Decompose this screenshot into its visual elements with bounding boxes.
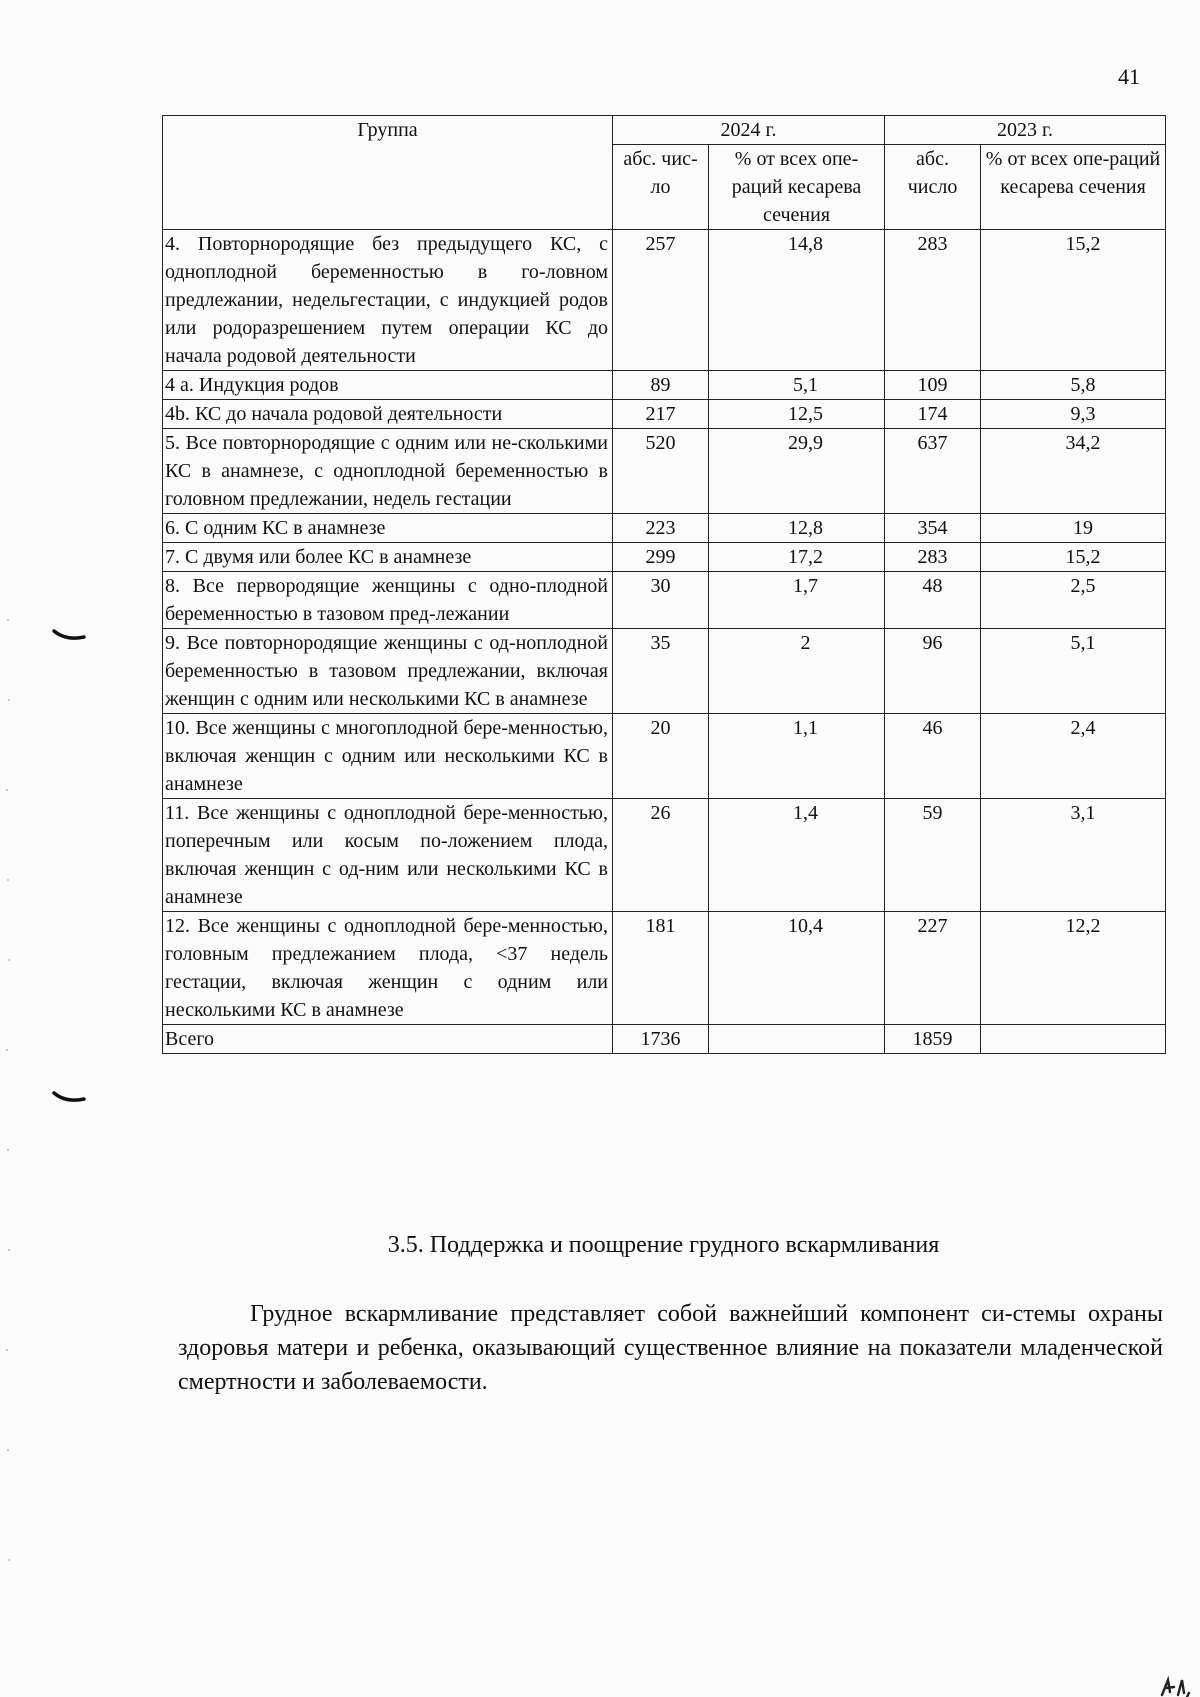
- cell-pct-2024: 12,5: [709, 400, 885, 429]
- cell-pct-2024: 10,4: [709, 912, 885, 1025]
- cell-group: 4b. КС до начала родовой деятельности: [163, 400, 613, 429]
- table-row: [163, 912, 1166, 1025]
- cell-abs-2023: 46: [885, 714, 981, 799]
- table-row: [163, 514, 1166, 543]
- header-abs-2024: абс. чис-ло: [613, 145, 709, 230]
- cell-pct-2023: 15,2: [981, 230, 1166, 371]
- cell-pct-2023: 5,1: [981, 629, 1166, 714]
- scan-hole-mark-upper: [52, 628, 86, 644]
- cell-abs-2023: 227: [885, 912, 981, 1025]
- cell-pct-2023: 12,2: [981, 912, 1166, 1025]
- cell-abs-2023: 174: [885, 400, 981, 429]
- cell-pct-2023: 19: [981, 514, 1166, 543]
- cell-abs-2023: 283: [885, 543, 981, 572]
- cell-pct-2024: 5,1: [709, 371, 885, 400]
- table-row: [163, 400, 1166, 429]
- cell-abs-2024: 30: [613, 572, 709, 629]
- cell-pct-2024: 12,8: [709, 514, 885, 543]
- page-number: 41: [1118, 64, 1140, 89]
- cell-group: 12. Все женщины с одноплодной бере-менностью, головным предлежанием плода, <37 недель гестации, включая женщин с одним или несколькими КС в анамнезе: [163, 912, 613, 1025]
- cell-group: 11. Все женщины с одноплодной бере-менностью, поперечным или косым по-ложением плода, включая женщин с од-ним или несколькими КС в анамнезе: [163, 799, 613, 912]
- table-row: [163, 230, 1166, 371]
- cell-pct-2024: 17,2: [709, 543, 885, 572]
- cell-pct-2024: 29,9: [709, 429, 885, 514]
- table-row: [163, 799, 1166, 912]
- cell-pct-2024: 2: [709, 629, 885, 714]
- cell-group: 5. Все повторнородящие с одним или не-сколькими КС в анамнезе, с одноплодной беременностью в головном предлежании, недель гестации: [163, 429, 613, 514]
- table-row: [163, 572, 1166, 629]
- cell-pct-2023: 5,8: [981, 371, 1166, 400]
- cell-abs-2024: 89: [613, 371, 709, 400]
- cell-group: Всего: [163, 1025, 613, 1054]
- cell-group: 9. Все повторнородящие женщины с од-ноплодной беременностью в тазовом предлежании, включая женщин с одним или несколькими КС в анамнезе: [163, 629, 613, 714]
- handwritten-corner-note: [1158, 1676, 1200, 1697]
- cell-pct-2024: 1,1: [709, 714, 885, 799]
- cell-abs-2024: 181: [613, 912, 709, 1025]
- cell-pct-2023: 34,2: [981, 429, 1166, 514]
- cell-group: 7. С двумя или более КС в анамнезе: [163, 543, 613, 572]
- cell-abs-2023: 637: [885, 429, 981, 514]
- cell-pct-2024: 1,4: [709, 799, 885, 912]
- cell-abs-2023: 109: [885, 371, 981, 400]
- cesarean-groups-table: [162, 115, 1166, 1054]
- cell-group: 4. Повторнородящие без предыдущего КС, с одноплодной беременностью в го-ловном предлежании, недельгестации, с индукцией родов или родоразрешением путем операции КС до начала родовой деятельности: [163, 230, 613, 371]
- cell-abs-2024: 217: [613, 400, 709, 429]
- header-pct-2023: % от всех опе-раций кесарева сечения: [981, 145, 1166, 230]
- cell-pct-2023: 15,2: [981, 543, 1166, 572]
- header-year-2023: 2023 г.: [885, 116, 1166, 145]
- cell-pct-2023: 2,5: [981, 572, 1166, 629]
- cell-pct-2023: 9,3: [981, 400, 1166, 429]
- cell-abs-2023: 1859: [885, 1025, 981, 1054]
- cell-abs-2024: 223: [613, 514, 709, 543]
- table-row: [163, 1025, 1166, 1054]
- cell-abs-2024: 520: [613, 429, 709, 514]
- margin-dots: [0, 0, 30, 1697]
- table-row: [163, 543, 1166, 572]
- cell-group: 6. С одним КС в анамнезе: [163, 514, 613, 543]
- section-heading: 3.5. Поддержка и поощрение грудного вскармливания: [387, 1232, 940, 1258]
- table-row: [163, 429, 1166, 514]
- cell-abs-2024: 1736: [613, 1025, 709, 1054]
- table-row: [163, 714, 1166, 799]
- cell-pct-2024: 1,7: [709, 572, 885, 629]
- header-abs-2023: абс. число: [885, 145, 981, 230]
- cell-abs-2024: 35: [613, 629, 709, 714]
- body-paragraph: Грудное вскармливание представляет собой важнейший компонент си-стемы охраны здоровья матери и ребенка, оказывающий существенное влияние на показатели младенческой смертности и заболеваемости.: [178, 1301, 1163, 1395]
- cell-abs-2023: 354: [885, 514, 981, 543]
- cell-pct-2024: 14,8: [709, 230, 885, 371]
- header-year-2024: 2024 г.: [613, 116, 885, 145]
- table-row: [163, 371, 1166, 400]
- cell-abs-2024: 26: [613, 799, 709, 912]
- cell-group: 4 а. Индукция родов: [163, 371, 613, 400]
- cell-abs-2024: 299: [613, 543, 709, 572]
- cell-pct-2023: 2,4: [981, 714, 1166, 799]
- cell-group: 8. Все первородящие женщины с одно-плодной беременностью в тазовом пред-лежании: [163, 572, 613, 629]
- table-row: [163, 629, 1166, 714]
- scan-hole-mark-lower: [52, 1090, 86, 1106]
- cell-abs-2023: 48: [885, 572, 981, 629]
- cell-pct-2023: [981, 1025, 1166, 1054]
- cell-abs-2024: 20: [613, 714, 709, 799]
- cell-pct-2023: 3,1: [981, 799, 1166, 912]
- cell-abs-2024: 257: [613, 230, 709, 371]
- cell-abs-2023: 59: [885, 799, 981, 912]
- cell-abs-2023: 283: [885, 230, 981, 371]
- cell-abs-2023: 96: [885, 629, 981, 714]
- cell-group: 10. Все женщины с многоплодной бере-менностью, включая женщин с одним или несколькими КС в анамнезе: [163, 714, 613, 799]
- cell-pct-2024: [709, 1025, 885, 1054]
- header-pct-2024: % от всех опе-раций кесарева сечения: [709, 145, 885, 230]
- header-group: Группа: [163, 116, 613, 230]
